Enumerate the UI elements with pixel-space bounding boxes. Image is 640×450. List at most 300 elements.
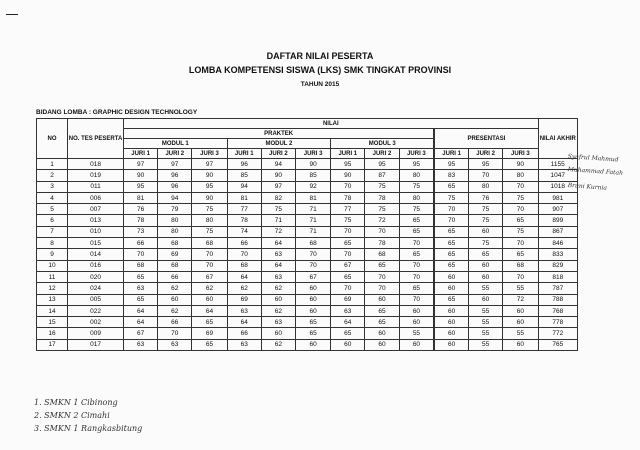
table-cell: 70 [192,260,227,271]
table-cell: 55 [468,283,502,294]
header-juri: JURI 3 [295,149,330,159]
table-cell: 64 [124,305,158,316]
table-cell: 60 [295,294,330,305]
table-cell: 60 [434,339,468,350]
header-presentasi: PRESENTASI [434,129,538,149]
table-cell: 95 [192,181,227,192]
table-cell: 75 [365,204,399,215]
table-cell: 015 [68,238,124,249]
table-cell: 97 [158,159,192,170]
header-modul-2: MODUL 2 [227,139,331,149]
table-cell: 81 [295,192,330,203]
table-cell: 68 [158,238,192,249]
table-cell: 62 [158,305,192,316]
document-title-block [0,50,640,90]
title-year: TAHUN 2015 [300,81,340,88]
table-cell: 95 [365,159,399,170]
table-cell: 70 [365,271,399,282]
table-cell: 006 [68,192,124,203]
table-cell: 65 [399,283,434,294]
table-cell: 70 [468,170,502,181]
table-cell: 65 [434,249,468,260]
table-cell: 899 [538,215,577,226]
table-row [37,204,578,215]
table-cell: 63 [261,249,295,260]
header-juri: JURI 3 [503,149,538,159]
table-cell: 55 [468,317,502,328]
table-cell: 80 [399,170,434,181]
table-cell: 55 [503,328,538,339]
margin-note-1: Syafrul Mahmud [567,153,619,164]
table-cell: 60 [399,317,434,328]
table-cell: 907 [538,204,577,215]
table-cell: 818 [538,271,577,282]
table-row [37,170,578,181]
table-cell: 69 [158,249,192,260]
table-cell: 76 [124,204,158,215]
table-cell: 65 [192,339,227,350]
table-cell: 60 [261,328,295,339]
table-cell: 78 [365,192,399,203]
table-cell: 87 [365,170,399,181]
table-cell: 90 [192,170,227,181]
table-cell: 60 [365,339,399,350]
table-cell: 60 [503,339,538,350]
table-cell: 80 [503,170,538,181]
table-cell: 75 [192,204,227,215]
table-cell: 75 [261,204,295,215]
header-juri: JURI 1 [227,149,261,159]
header-juri: JURI 2 [365,149,399,159]
table-cell: 65 [503,249,538,260]
table-cell: 85 [227,170,261,181]
table-cell: 010 [68,226,124,237]
table-cell: 65 [295,317,330,328]
table-cell: 67 [192,271,227,282]
table-cell: 4 [37,192,68,203]
table-cell: 68 [158,260,192,271]
table-cell: 96 [158,170,192,181]
table-cell: 64 [124,317,158,328]
table-cell: 65 [124,271,158,282]
margin-note-3: Bruni Kurnia [567,182,608,192]
table-cell: 85 [295,170,330,181]
table-row [37,215,578,226]
table-cell: 009 [68,328,124,339]
table-cell: 68 [227,260,261,271]
header-test-number: NO. TES PESERTA [68,119,124,159]
table-cell: 64 [227,271,261,282]
table-cell: 94 [158,192,192,203]
table-cell: 65 [434,238,468,249]
header-juri: JURI 1 [434,149,468,159]
table-cell: 92 [295,181,330,192]
table-cell: 66 [124,238,158,249]
table-cell: 60 [434,283,468,294]
table-cell: 71 [295,226,330,237]
table-cell: 70 [158,328,192,339]
table-cell: 60 [434,328,468,339]
table-cell: 64 [192,305,227,316]
table-cell: 60 [468,260,502,271]
table-cell: 80 [468,181,502,192]
table-cell: 1 [37,159,68,170]
table-cell: 60 [468,271,502,282]
table-cell: 66 [158,317,192,328]
table-cell: 11 [37,271,68,282]
table-cell: 96 [158,181,192,192]
table-cell: 77 [227,204,261,215]
table-cell: 80 [399,192,434,203]
title-line-1: DAFTAR NILAI PESERTA [266,51,374,61]
table-cell: 75 [192,226,227,237]
table-cell: 97 [124,159,158,170]
table-cell: 70 [434,204,468,215]
table-cell: 70 [295,249,330,260]
table-cell: 9 [37,249,68,260]
table-cell: 90 [124,170,158,181]
table-cell: 80 [192,215,227,226]
table-cell: 60 [295,339,330,350]
table-cell: 022 [68,305,124,316]
table-cell: 65 [365,317,399,328]
table-cell: 83 [434,170,468,181]
table-cell: 011 [68,181,124,192]
table-cell: 63 [124,283,158,294]
table-cell: 846 [538,238,577,249]
table-cell: 7 [37,226,68,237]
footer-note-3: 3. SMKN 1 Rangkasbitung [34,424,143,433]
table-cell: 60 [503,305,538,316]
table-cell: 68 [365,249,399,260]
table-cell: 70 [503,238,538,249]
table-cell: 1047 [538,170,577,181]
table-cell: 75 [468,204,502,215]
table-cell: 65 [434,226,468,237]
table-cell: 772 [538,328,577,339]
table-cell: 65 [434,294,468,305]
table-cell: 70 [399,238,434,249]
table-cell: 90 [261,170,295,181]
table-row [37,181,578,192]
table-cell: 60 [399,339,434,350]
title-line-2: LOMBA KOMPETENSI SISWA (LKS) SMK TINGKAT PROVINSI [188,65,452,75]
table-cell: 70 [331,283,365,294]
table-row [37,328,578,339]
table-cell: 96 [227,159,261,170]
table-cell: 019 [68,170,124,181]
table-row [37,283,578,294]
table-cell: 6 [37,215,68,226]
table-cell: 63 [158,339,192,350]
table-cell: 90 [331,170,365,181]
table-cell: 65 [434,181,468,192]
table-cell: 55 [468,339,502,350]
table-cell: 64 [331,317,365,328]
table-cell: 65 [503,215,538,226]
table-cell: 867 [538,226,577,237]
table-cell: 95 [331,159,365,170]
table-cell: 70 [399,294,434,305]
table-cell: 64 [261,260,295,271]
table-cell: 65 [365,260,399,271]
table-cell: 65 [124,294,158,305]
table-cell: 75 [468,215,502,226]
table-cell: 65 [192,317,227,328]
header-modul-3: MODUL 3 [331,139,435,149]
table-cell: 1155 [538,159,577,170]
table-cell: 68 [124,260,158,271]
table-cell: 97 [261,181,295,192]
table-cell: 63 [261,271,295,282]
table-cell: 63 [261,317,295,328]
table-cell: 65 [434,260,468,271]
table-cell: 68 [295,238,330,249]
table-cell: 78 [124,215,158,226]
table-cell: 70 [124,249,158,260]
header-juri: JURI 2 [158,149,192,159]
table-cell: 95 [468,159,502,170]
table-cell: 79 [158,204,192,215]
table-cell: 60 [434,317,468,328]
table-cell: 65 [365,305,399,316]
table-cell: 75 [503,192,538,203]
table-cell: 94 [227,181,261,192]
table-cell: 71 [295,204,330,215]
table-cell: 60 [331,339,365,350]
table-cell: 2 [37,170,68,181]
table-cell: 15 [37,317,68,328]
table-row [37,159,578,170]
table-cell: 75 [399,204,434,215]
table-cell: 66 [158,271,192,282]
table-cell: 768 [538,305,577,316]
table-cell: 72 [365,215,399,226]
table-cell: 70 [503,204,538,215]
table-cell: 63 [227,339,261,350]
margin-note-2: Muhammad Fatah [567,166,624,177]
table-cell: 55 [399,328,434,339]
table-cell: 016 [68,260,124,271]
table-cell: 1018 [538,181,577,192]
table-cell: 90 [192,192,227,203]
table-cell: 73 [124,226,158,237]
table-cell: 981 [538,192,577,203]
table-cell: 95 [399,159,434,170]
table-cell: 788 [538,294,577,305]
table-row [37,249,578,260]
table-cell: 024 [68,283,124,294]
header-juri: JURI 2 [261,149,295,159]
table-cell: 67 [331,260,365,271]
header-juri: JURI 3 [192,149,227,159]
table-cell: 75 [468,238,502,249]
table-cell: 65 [399,249,434,260]
table-cell: 60 [399,305,434,316]
table-cell: 64 [227,317,261,328]
header-juri: JURI 2 [468,149,502,159]
header-nilai: NILAI [124,119,539,129]
table-cell: 75 [399,181,434,192]
table-cell: 65 [331,271,365,282]
table-cell: 60 [158,294,192,305]
table-cell: 71 [261,215,295,226]
table-cell: 70 [503,181,538,192]
table-cell: 77 [331,204,365,215]
table-cell: 16 [37,328,68,339]
table-cell: 017 [68,339,124,350]
table-cell: 8 [37,238,68,249]
table-cell: 62 [227,283,261,294]
table-row [37,339,578,350]
table-cell: 833 [538,249,577,260]
table-cell: 97 [192,159,227,170]
footer-note-1: 1. SMKN 1 Cibinong [34,398,118,407]
table-cell: 72 [503,294,538,305]
table-cell: 55 [468,328,502,339]
header-juri: JURI 1 [331,149,365,159]
table-row [37,226,578,237]
table-cell: 70 [434,215,468,226]
table-cell: 62 [261,339,295,350]
table-cell: 007 [68,204,124,215]
table-cell: 69 [331,294,365,305]
table-row [37,192,578,203]
table-cell: 70 [503,271,538,282]
table-cell: 55 [468,305,502,316]
table-cell: 829 [538,260,577,271]
table-cell: 66 [227,238,261,249]
table-cell: 70 [399,271,434,282]
table-cell: 67 [124,328,158,339]
table-cell: 70 [365,226,399,237]
table-cell: 55 [503,283,538,294]
table-cell: 62 [261,305,295,316]
table-cell: 65 [331,328,365,339]
table-cell: 62 [158,283,192,294]
table-cell: 63 [124,339,158,350]
table-cell: 78 [365,238,399,249]
table-cell: 70 [192,249,227,260]
table-row [37,238,578,249]
table-cell: 60 [434,271,468,282]
competition-field-label: BIDANG LOMBA : GRAPHIC DESIGN TECHNOLOGY [36,109,198,116]
table-cell: 10 [37,260,68,271]
table-cell: 65 [399,226,434,237]
table-cell: 020 [68,271,124,282]
table-cell: 63 [227,305,261,316]
table-cell: 12 [37,283,68,294]
table-cell: 013 [68,215,124,226]
table-row [37,305,578,316]
table-cell: 17 [37,339,68,350]
table-cell: 80 [158,226,192,237]
table-cell: 95 [124,181,158,192]
table-cell: 60 [365,328,399,339]
table-cell: 82 [261,192,295,203]
table-cell: 65 [468,249,502,260]
table-cell: 65 [331,238,365,249]
score-table [36,118,578,351]
table-cell: 67 [295,271,330,282]
table-cell: 13 [37,294,68,305]
table-cell: 60 [434,305,468,316]
table-cell: 70 [295,260,330,271]
table-cell: 3 [37,181,68,192]
table-cell: 72 [261,226,295,237]
table-cell: 69 [227,294,261,305]
table-row [37,317,578,328]
table-cell: 95 [434,159,468,170]
table-cell: 002 [68,317,124,328]
table-cell: 81 [227,192,261,203]
table-cell: 70 [331,249,365,260]
table-cell: 68 [192,238,227,249]
table-cell: 71 [295,215,330,226]
footer-note-2: 2. SMKN 2 Cimahi [34,411,110,420]
table-cell: 66 [227,328,261,339]
table-cell: 765 [538,339,577,350]
header-final-score: NILAI AKHIR [538,119,577,159]
table-cell: 70 [331,226,365,237]
table-cell: 60 [295,283,330,294]
table-cell: 62 [261,283,295,294]
table-cell: 94 [261,159,295,170]
table-cell: 78 [331,192,365,203]
header-juri: JURI 3 [399,149,434,159]
table-cell: 787 [538,283,577,294]
header-praktek: PRAKTEK [124,129,435,139]
table-cell: 60 [295,305,330,316]
table-cell: 60 [261,294,295,305]
table-row [37,271,578,282]
table-cell: 70 [227,249,261,260]
table-cell: 69 [192,328,227,339]
table-cell: 68 [503,260,538,271]
header-juri: JURI 1 [124,149,158,159]
table-cell: 70 [399,260,434,271]
table-row [37,294,578,305]
table-cell: 60 [468,226,502,237]
table-cell: 018 [68,159,124,170]
table-cell: 74 [227,226,261,237]
table-cell: 70 [365,283,399,294]
table-cell: 81 [124,192,158,203]
table-cell: 80 [158,215,192,226]
table-cell: 64 [261,238,295,249]
table-cell: 75 [331,215,365,226]
table-cell: 62 [192,283,227,294]
table-cell: 75 [365,181,399,192]
table-cell: 14 [37,305,68,316]
table-cell: 75 [503,226,538,237]
table-cell: 78 [227,215,261,226]
pen-mark [6,14,18,15]
table-cell: 014 [68,249,124,260]
table-cell: 76 [468,192,502,203]
table-cell: 005 [68,294,124,305]
table-cell: 778 [538,317,577,328]
table-cell: 60 [192,294,227,305]
table-cell: 65 [295,328,330,339]
table-cell: 60 [503,317,538,328]
table-cell: 90 [503,159,538,170]
table-row [37,260,578,271]
table-cell: 70 [331,181,365,192]
header-modul-1: MODUL 1 [124,139,228,149]
table-cell: 60 [365,294,399,305]
table-cell: 60 [468,294,502,305]
